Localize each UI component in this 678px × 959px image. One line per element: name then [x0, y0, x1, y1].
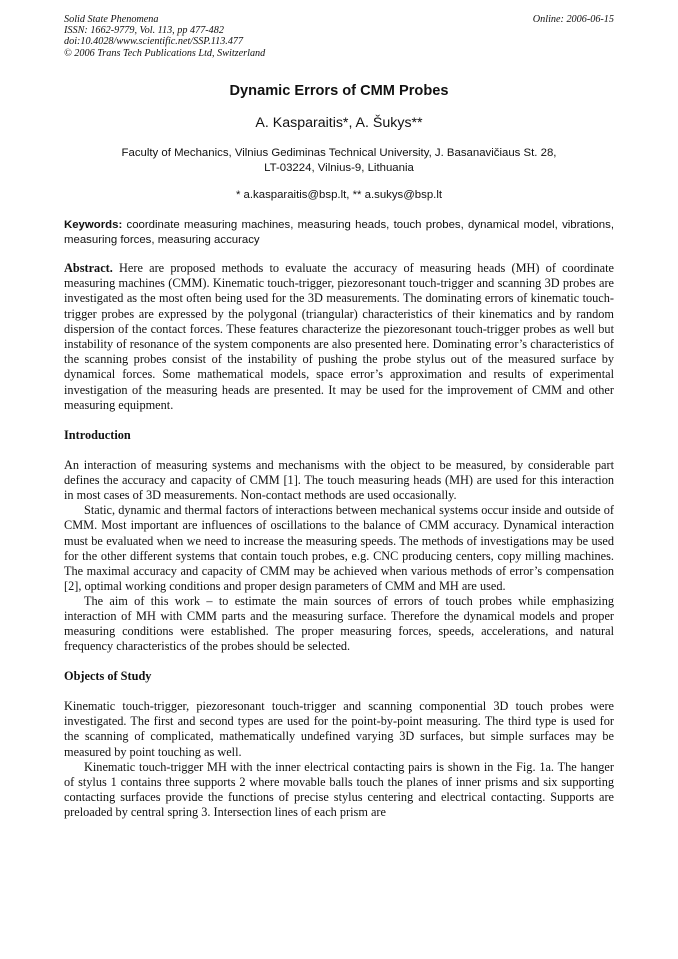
journal-name: Solid State Phenomena — [64, 14, 159, 25]
objects-paragraph-1: Kinematic touch-trigger, piezoresonant touch-trigger and scanning componential 3D touch probes were investigated. The first and second types are used for the point-by-point measuring. The third type is used for the scanning of complicated, mathematically undefined varying 3D surfaces, but simple surfaces may be measured by point touching as well. — [64, 699, 614, 759]
introduction-body — [64, 458, 614, 654]
objects-paragraph-2: Kinematic touch-trigger MH with the inner electrical contacting pairs is shown in the Fig. 1a. The hanger of stylus 1 contains three supports 2 where movable balls touch the planes of inner prisms and six supporting contacting surfaces provide the functions of precise stylus centering and electrical contacting. Supports are preloaded by central spring 3. Intersection lines of each prism are — [64, 759, 614, 819]
objects-heading: Objects of Study — [64, 669, 152, 684]
keywords-label: Keywords: — [64, 219, 123, 231]
introduction-paragraph-3: The aim of this work – to estimate the main sources of errors of touch probes while emphasizing interaction of MH with CMM parts and the measuring surface. Therefore the dynamical models and proper measuring conditions were established. The proper measuring forces, speeds, accelerations, and natural frequency characteristics of the probes should be selected. — [64, 593, 614, 654]
abstract-label: Abstract. — [64, 261, 113, 275]
online-date: Online: 2006-06-15 — [532, 14, 614, 25]
objects-body — [64, 699, 614, 820]
abstract — [64, 261, 614, 413]
keywords — [64, 218, 614, 247]
paper-title: Dynamic Errors of CMM Probes — [229, 83, 449, 99]
abstract-text: Here are proposed methods to evaluate the accuracy of measuring heads (MH) of coordinate measuring machines (CMM). Kinematic touch-trigger, piezoresonant touch-trigger and scanning 3D probes are investigated as the most often being used for the 3D measurements. The dominating errors of kinematic touch-trigger probes are expressed by the polygonal (triangular) characteristics of their kinematics and by random dispersion of the contact forces. These features characterize the piezoresonant touch-trigger probes as well but instability of resonance of the system components are also presented here. Dominating error’s characteristics of the scanning probes consist of the instability of pushing the probe stylus out of the measured surface by dynamical forces. Some mathematical models, space error’s approximation and results of experimental investigation of the measuring heads are presented. It may be used for the improvement of CMM and other measuring equipment. — [64, 261, 614, 412]
author-emails: * a.kasparaitis@bsp.lt, ** a.sukys@bsp.lt — [235, 189, 443, 201]
keywords-text: coordinate measuring machines, measuring heads, touch probes, dynamical model, vibrations, measuring forces, measuring accuracy — [64, 219, 614, 246]
author-affiliation — [64, 146, 614, 176]
journal-header — [64, 14, 614, 62]
journal-info — [64, 14, 614, 59]
introduction-paragraph-1: An interaction of measuring systems and mechanisms with the object to be measured, by considerable part defines the accuracy and capacity of CMM [1]. The touch measuring heads (MH) are used for this interaction in most cases of 3D measurements. Non-contact methods are used occasionally. — [64, 458, 614, 503]
journal-doi: doi:10.4028/www.scientific.net/SSP.113.477 — [64, 36, 244, 48]
paper-authors: A. Kasparaitis*, A. Šukys** — [255, 115, 423, 131]
journal-issn: ISSN: 1662-9779, Vol. 113, pp 477-482 — [64, 25, 224, 37]
introduction-heading: Introduction — [64, 428, 131, 443]
affiliation-line-1: Faculty of Mechanics, Vilnius Gediminas Technical University, J. Basanavičiaus St. 28, — [121, 147, 557, 159]
introduction-paragraph-2: Static, dynamic and thermal factors of interactions between mechanical systems occur inside and outside of CMM. Most important are influences of oscillations to the balance of CMM accuracy. Dynamical interaction must be evaluated when we need to increase the measuring speeds. The methods of investigations may be used for the other different systems that contain touch probes, e.g. CNC producing centers, copy milling machines. The maximal accuracy and capacity of CMM may be achieved when various methods of error’s compensation [2], optimal working conditions and proper design parameters of CMM and MH are used. — [64, 503, 614, 593]
affiliation-line-2: LT-03224, Vilnius-9, Lithuania — [264, 162, 414, 174]
journal-copyright: © 2006 Trans Tech Publications Ltd, Switzerland — [64, 47, 266, 59]
